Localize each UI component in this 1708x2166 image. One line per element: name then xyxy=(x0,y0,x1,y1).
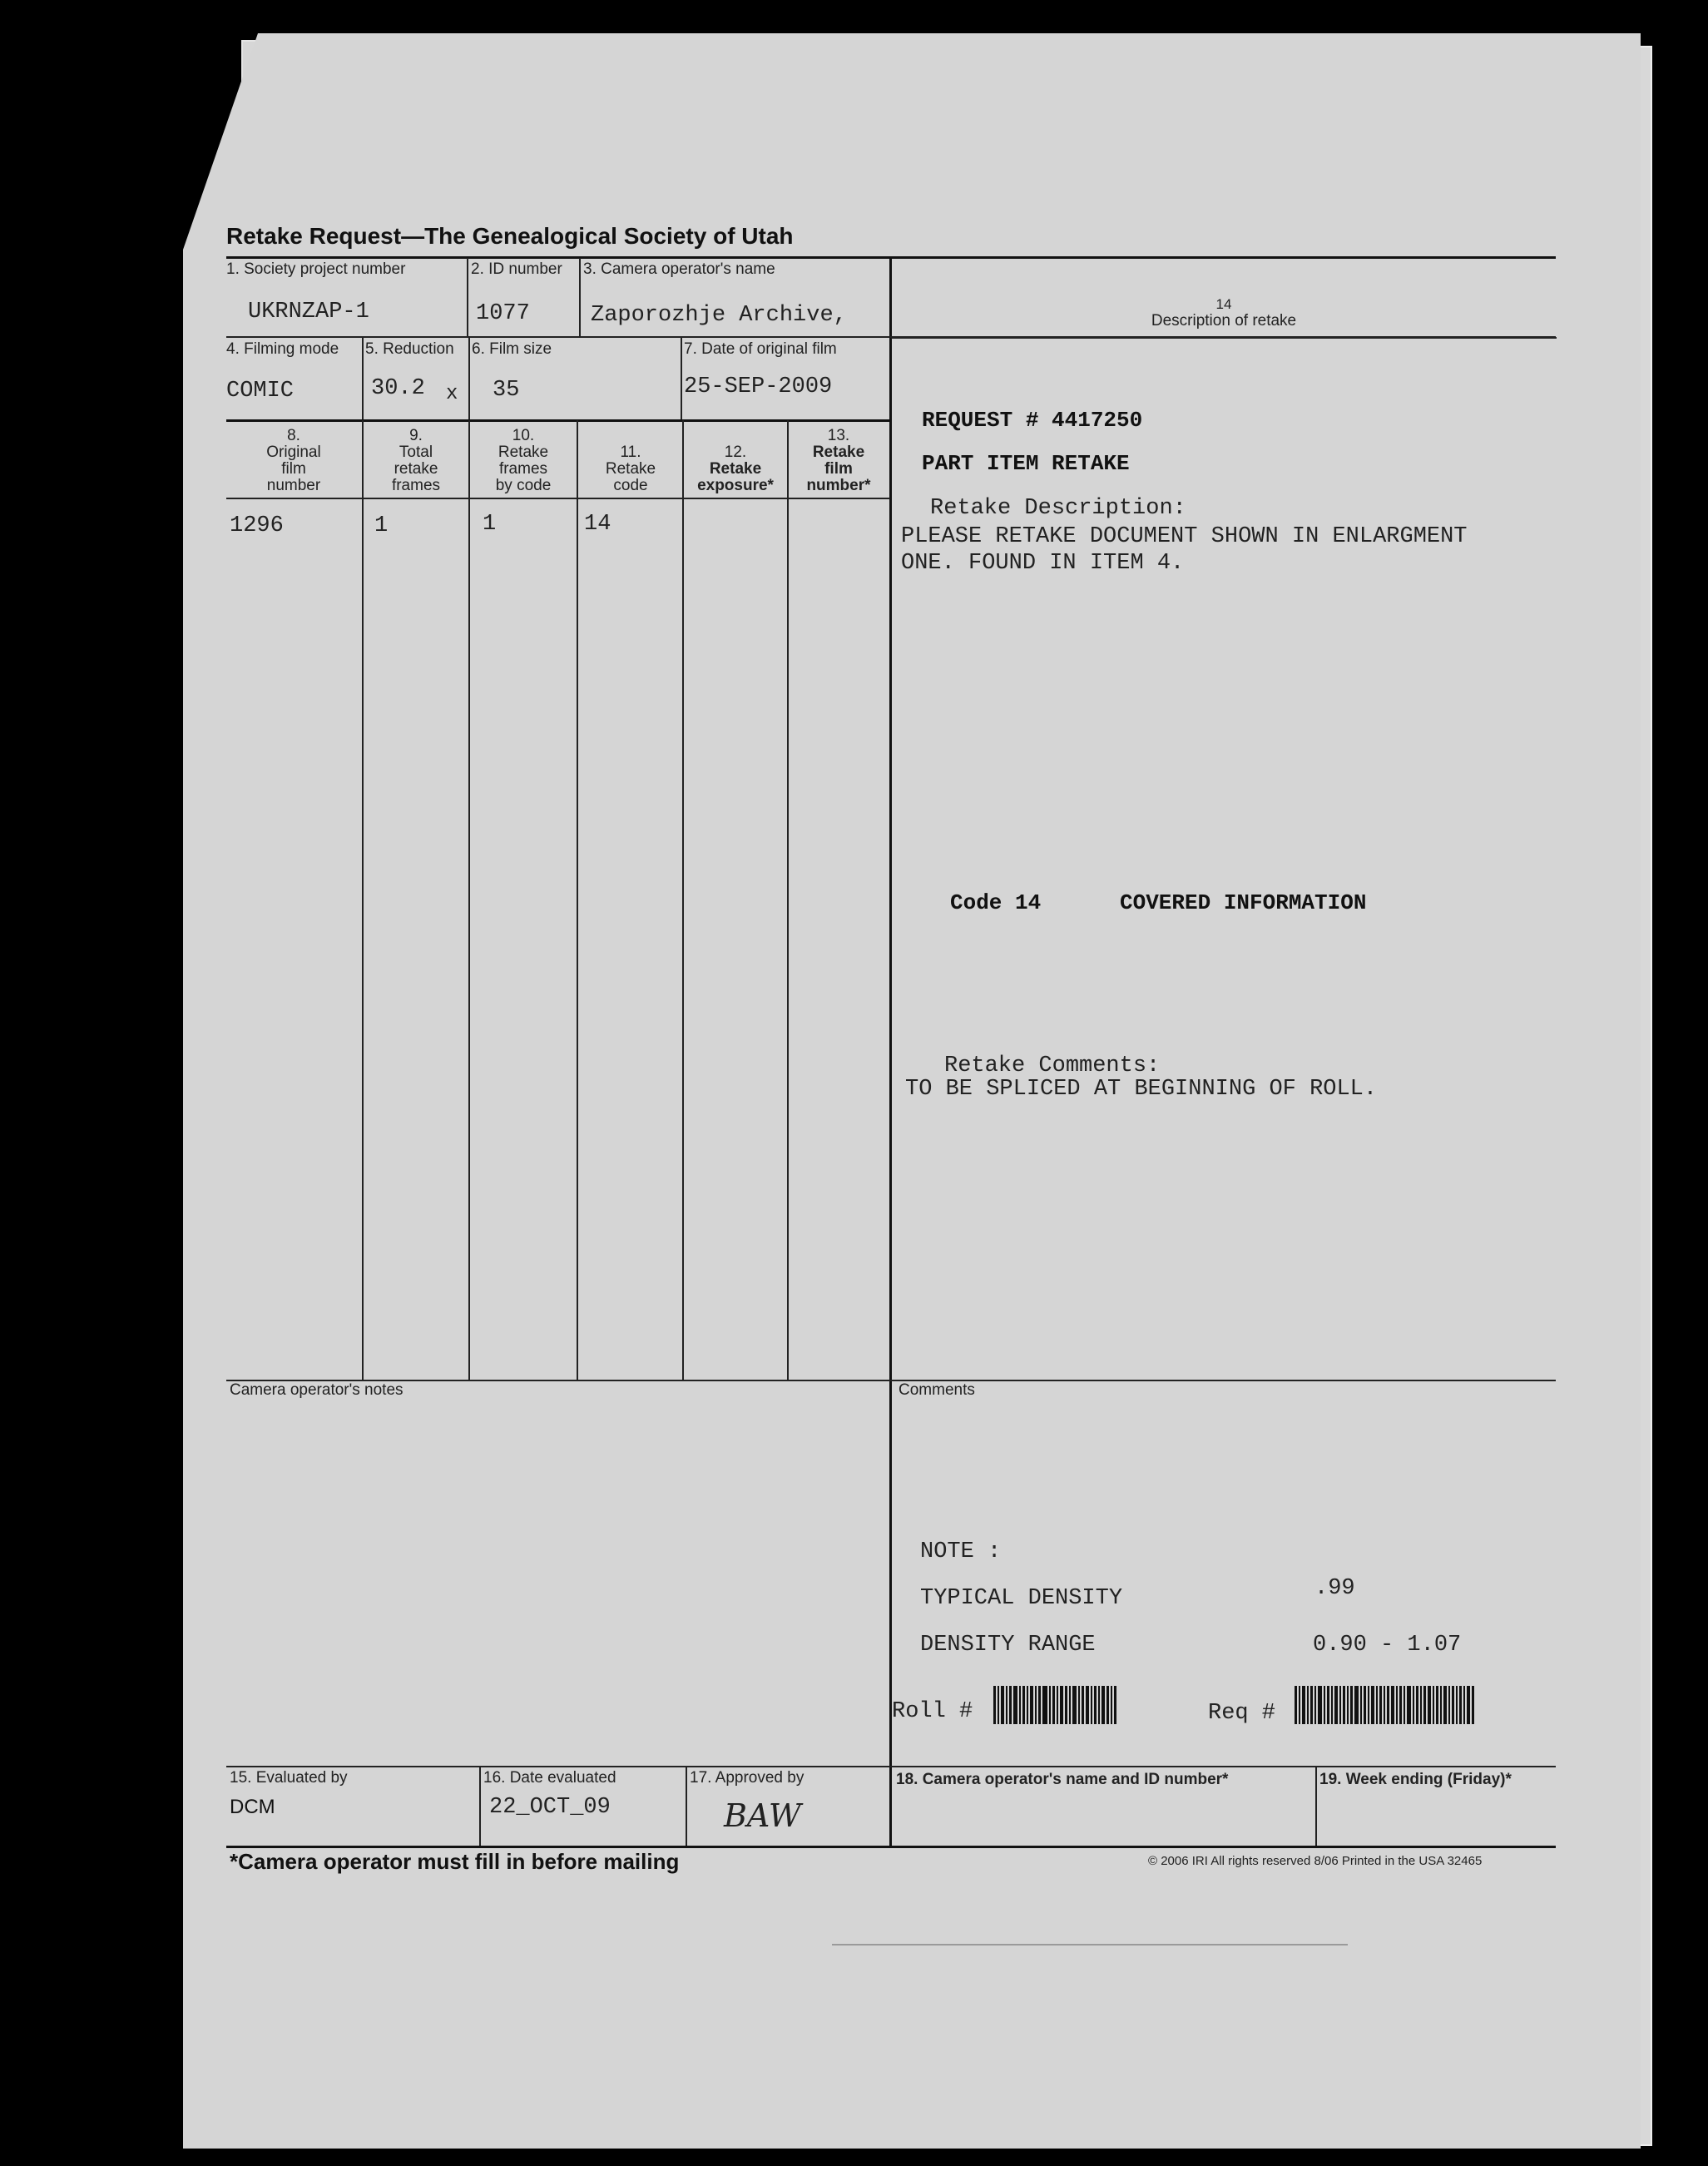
code-text: COVERED INFORMATION xyxy=(1120,890,1367,915)
divider xyxy=(362,337,364,420)
bottom-block-rule xyxy=(226,1766,1556,1767)
total-retake-frames-value: 1 xyxy=(374,513,389,538)
evaluated-by-label: 15. Evaluated by xyxy=(230,1769,348,1787)
roll-barcode xyxy=(993,1686,1151,1724)
divider xyxy=(681,337,682,420)
camera-operator-notes-label: Camera operator's notes xyxy=(230,1381,403,1399)
notes-rule xyxy=(226,1380,1556,1381)
approved-by-initials: BAW xyxy=(724,1797,801,1834)
footer-rule xyxy=(226,1846,1556,1848)
divider xyxy=(468,337,470,420)
evaluated-by-value: DCM xyxy=(230,1796,275,1818)
date-original-film-label: 7. Date of original film xyxy=(684,340,837,358)
column-line xyxy=(362,420,364,1381)
society-project-number-value: UKRNZAP-1 xyxy=(248,300,369,325)
retake-comments-label: Retake Comments: xyxy=(944,1053,1161,1078)
density-range-label: DENSITY RANGE xyxy=(920,1633,1096,1658)
date-evaluated-label: 16. Date evaluated xyxy=(483,1769,616,1787)
film-size-value: 35 xyxy=(493,378,520,403)
density-range-value: 0.90 - 1.07 xyxy=(1313,1633,1462,1658)
col-retake-code-header: 11. Retake code xyxy=(605,444,656,494)
id-number-value: 1077 xyxy=(476,301,530,326)
film-size-label: 6. Film size xyxy=(472,340,552,358)
divider xyxy=(467,258,468,337)
req-label: Req # xyxy=(1208,1701,1276,1726)
retake-frames-by-code-value: 1 xyxy=(483,512,497,537)
col-retake-exposure-header: 12. Retake exposure* xyxy=(697,444,774,494)
reduction-label: 5. Reduction xyxy=(365,340,454,358)
society-project-number-label: 1. Society project number xyxy=(226,260,406,278)
retake-description-line2: ONE. FOUND IN ITEM 4. xyxy=(901,551,1185,576)
divider xyxy=(1315,1767,1317,1846)
note-label: NOTE : xyxy=(920,1539,1002,1564)
reduction-suffix: x xyxy=(446,383,458,405)
retake-description-line1: PLEASE RETAKE DOCUMENT SHOWN IN ENLARGMENT xyxy=(901,524,1468,549)
typical-density-label: TYPICAL DENSITY xyxy=(920,1586,1123,1611)
divider xyxy=(479,1767,481,1846)
roll-label: Roll # xyxy=(892,1699,973,1724)
column-line xyxy=(468,420,470,1381)
original-film-number-value: 1296 xyxy=(230,513,284,538)
copyright-notice: © 2006 IRI All rights reserved 8/06 Printed in the USA 32465 xyxy=(1148,1854,1483,1868)
req-barcode xyxy=(1295,1686,1532,1724)
camera-operator-name-value: Zaporozhje Archive, xyxy=(591,303,847,328)
column-header-rule xyxy=(226,498,890,499)
description-header-rule xyxy=(891,337,1557,339)
retake-code-value: 14 xyxy=(584,512,611,537)
date-evaluated-value: 22_OCT_09 xyxy=(489,1795,611,1820)
divider xyxy=(686,1767,687,1846)
column-line xyxy=(577,420,578,1381)
form-title: Retake Request—The Genealogical Society of Utah xyxy=(226,223,794,249)
column-line xyxy=(682,420,684,1381)
description-of-retake-header: 14 Description of retake xyxy=(1151,296,1297,330)
week-ending-label: 19. Week ending (Friday)* xyxy=(1319,1771,1512,1788)
camera-operator-name-label: 3. Camera operator's name xyxy=(583,260,775,278)
row-rule xyxy=(226,419,890,422)
camera-operator-name-id-label: 18. Camera operator's name and ID number* xyxy=(896,1771,1229,1788)
col-retake-film-number-header: 13. Retake film number* xyxy=(806,427,871,494)
footer-instruction: *Camera operator must fill in before mailing xyxy=(230,1849,680,1874)
approved-by-label: 17. Approved by xyxy=(690,1769,804,1787)
column-line xyxy=(787,420,789,1381)
code-label: Code 14 xyxy=(950,890,1042,915)
col-total-retake-frames-header: 9. Total retake frames xyxy=(391,427,441,494)
part-item-retake: PART ITEM RETAKE xyxy=(922,451,1130,476)
request-number: REQUEST # 4417250 xyxy=(922,408,1143,433)
filming-mode-value: COMIC xyxy=(226,379,295,404)
retake-comments-text: TO BE SPLICED AT BEGINNING OF ROLL. xyxy=(905,1077,1378,1102)
divider xyxy=(579,258,581,337)
comments-label: Comments xyxy=(899,1381,975,1399)
typical-density-value: .99 xyxy=(1314,1576,1355,1601)
main-divider xyxy=(889,256,892,1847)
col-retake-frames-by-code-header: 10. Retake frames by code xyxy=(495,427,552,494)
retake-description-label: Retake Description: xyxy=(930,496,1186,521)
col-original-film-number-header: 8. Original film number xyxy=(266,427,321,494)
date-original-film-value: 25-SEP-2009 xyxy=(684,374,833,399)
id-number-label: 2. ID number xyxy=(471,260,562,278)
reduction-value: 30.2 xyxy=(371,376,425,401)
page-bottom-rule xyxy=(832,1944,1348,1945)
filming-mode-label: 4. Filming mode xyxy=(226,340,339,358)
